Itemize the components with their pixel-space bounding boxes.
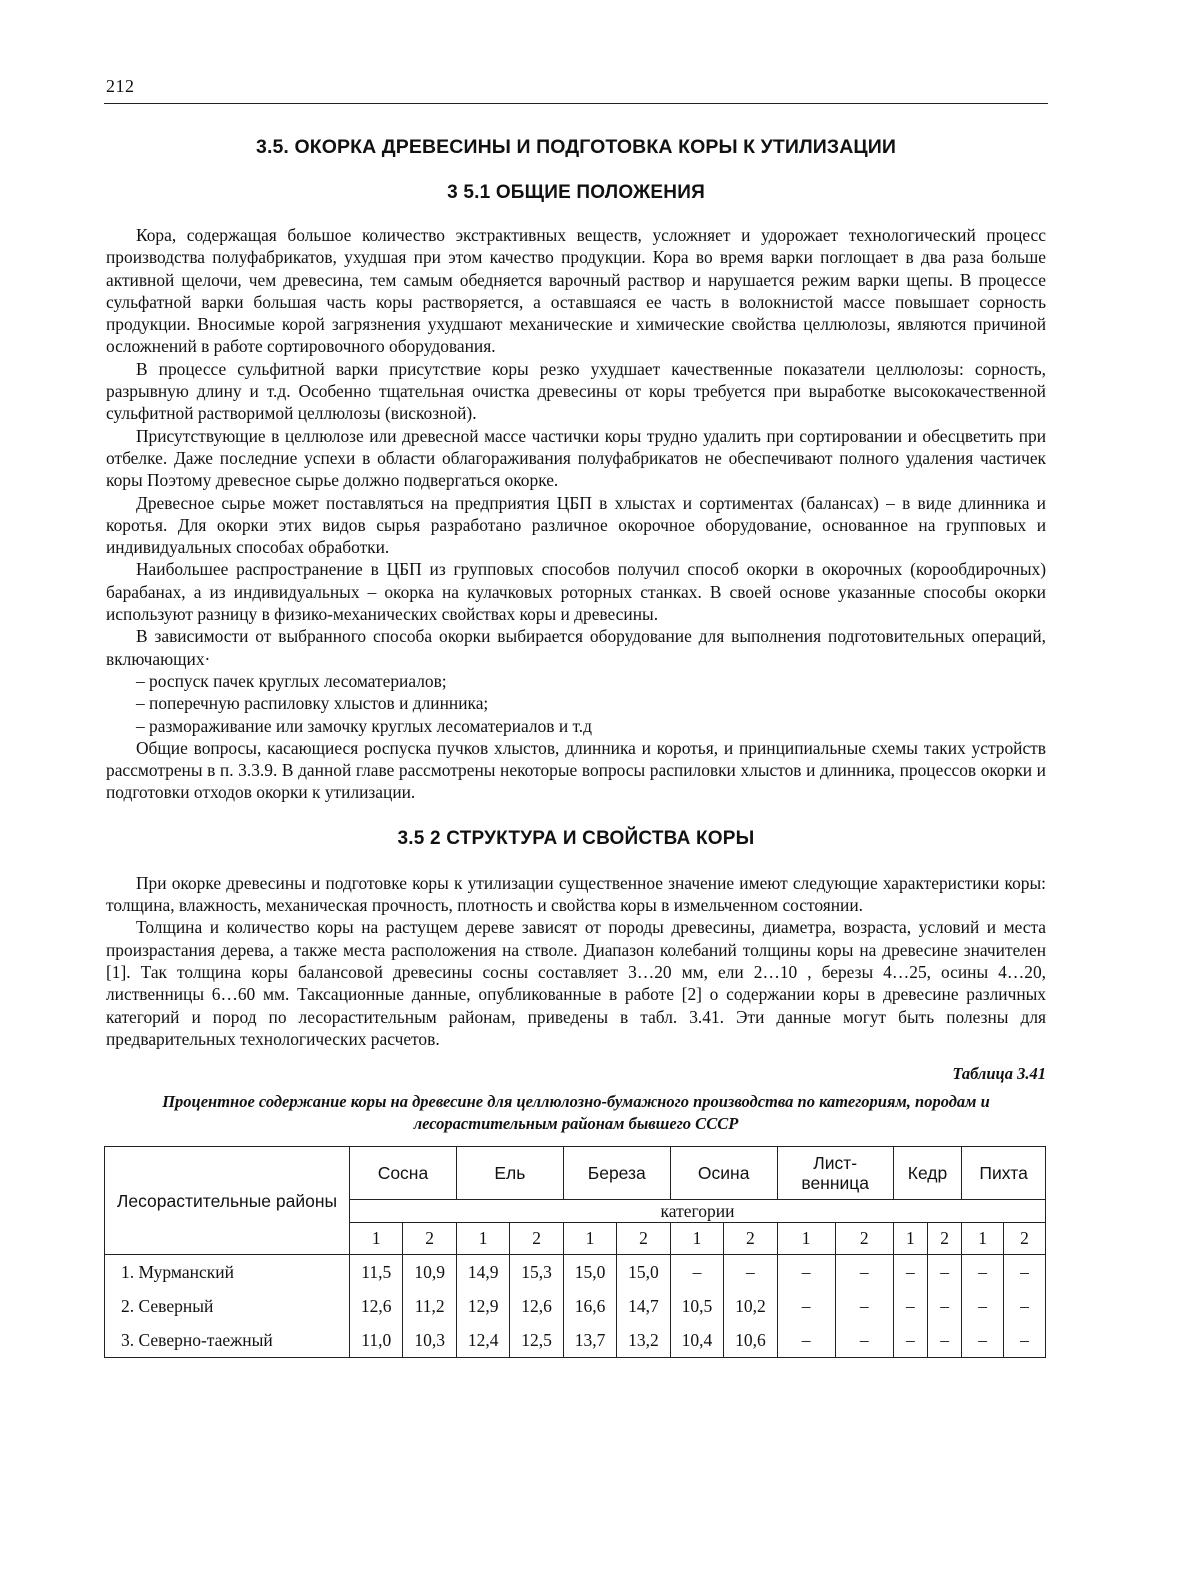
table-cell: – — [928, 1323, 962, 1358]
category-number: 1 — [456, 1223, 509, 1255]
table-cell: 15,0 — [617, 1255, 670, 1290]
table-cell: 12,6 — [350, 1289, 403, 1323]
species-header: Кедр — [893, 1147, 961, 1200]
region-name: 3. Северно-таежный — [105, 1323, 350, 1358]
region-name: 1. Мурманский — [105, 1255, 350, 1290]
table-cell: – — [962, 1323, 1004, 1358]
table-cell: 12,6 — [510, 1289, 563, 1323]
table-cell: 10,4 — [670, 1323, 723, 1358]
table-cell: 10,9 — [403, 1255, 456, 1290]
paragraph: При окорке древесины и подготовке коры к утилизации существенное значение имеют следующие характеристики коры: толщина, влажность, механическая прочность, плотность и свойства коры в измельченном состоянии. — [106, 872, 1046, 916]
category-number: 2 — [1004, 1223, 1046, 1255]
category-number: 2 — [835, 1223, 893, 1255]
category-number: 1 — [893, 1223, 927, 1255]
table-cell: – — [928, 1289, 962, 1323]
table-cell: 10,2 — [724, 1289, 777, 1323]
table-row — [105, 1323, 1046, 1358]
table-label: Таблица 3.41 — [952, 1064, 1046, 1084]
operations-list — [106, 670, 1046, 737]
category-number: 1 — [563, 1223, 616, 1255]
table-cell: – — [835, 1289, 893, 1323]
table-cell: – — [928, 1255, 962, 1290]
table-cell: 13,2 — [617, 1323, 670, 1358]
page-number: 212 — [106, 76, 135, 96]
chapter-title: 3.5. ОКОРКА ДРЕВЕСИНЫ И ПОДГОТОВКА КОРЫ К УТИЛИЗАЦИИ — [256, 136, 896, 158]
table-caption: Процентное содержание коры на древесине для целлюлозно-бумажного производства по категориям, породам и лесорастительным районам бывшего СССР — [162, 1092, 990, 1134]
table-cell: – — [962, 1255, 1004, 1290]
table-cell: – — [1004, 1289, 1046, 1323]
table-cell: 11,0 — [350, 1323, 403, 1358]
paragraph: Древесное сырье может поставляться на предприятия ЦБП в хлыстах и сортиментах (балансах) – в виде длинника и коротья. Для окорки этих видов сырья разработано различное окорочное оборудование, основанное на групповых и индивидуальных способах обработки. — [106, 492, 1046, 558]
category-number: 1 — [670, 1223, 723, 1255]
paragraph: Присутствующие в целлюлозе или древесной массе частички коры трудно удалить при сортировании и обесцветить при отбелке. Даже последние успехи в области облагораживания полуфабрикатов не обеспечивают полного удаления частичек коры Поэтому древесное сырье должно подвергаться окорке. — [106, 425, 1046, 491]
table-cell: – — [670, 1255, 723, 1290]
paragraph: В зависимости от выбранного способа окорки выбирается оборудование для выполнения подготовительных операций, включающих· — [106, 626, 1046, 669]
table-cell: – — [777, 1289, 835, 1323]
table-cell: – — [1004, 1255, 1046, 1290]
table-cell: – — [777, 1255, 835, 1290]
table-cell: 10,5 — [670, 1289, 723, 1323]
category-number: 1 — [777, 1223, 835, 1255]
species-header: Пихта — [962, 1147, 1046, 1200]
table-cell: – — [962, 1289, 1004, 1323]
table-cell: 15,0 — [563, 1255, 616, 1290]
table-cell: 15,3 — [510, 1255, 563, 1290]
table-cell: 16,6 — [563, 1289, 616, 1323]
table-cell: – — [724, 1255, 777, 1290]
table-cell: 12,5 — [510, 1323, 563, 1358]
table-cell: 10,3 — [403, 1323, 456, 1358]
paragraph: Общие вопросы, касающиеся роспуска пучков хлыстов, длинника и коротья, и принципиальные схемы таких устройств рассмотрены в п. 3.3.9. В данной главе рассмотрены некоторые вопросы распиловки хлыстов и длинника, процессов окорки и подготовки отходов окорки к утилизации. — [106, 737, 1046, 803]
list-item: – роспуск пачек круглых лесоматериалов; — [136, 670, 447, 691]
table-row — [105, 1255, 1046, 1290]
table-cell: 14,9 — [456, 1255, 509, 1290]
categories-header: категории — [350, 1200, 1046, 1223]
species-header: Ель — [456, 1147, 563, 1200]
category-number: 2 — [724, 1223, 777, 1255]
table-cell: – — [893, 1289, 927, 1323]
category-number: 1 — [350, 1223, 403, 1255]
category-number: 2 — [510, 1223, 563, 1255]
category-number: 2 — [617, 1223, 670, 1255]
table-cell: – — [835, 1323, 893, 1358]
species-header: Лист- венница — [777, 1147, 893, 1200]
table-cell: 11,5 — [350, 1255, 403, 1290]
table-cell: 11,2 — [403, 1289, 456, 1323]
table-cell: – — [893, 1255, 927, 1290]
species-header: Береза — [563, 1147, 670, 1200]
species-header: Осина — [670, 1147, 777, 1200]
table-cell: – — [835, 1255, 893, 1290]
category-number: 2 — [403, 1223, 456, 1255]
table-cell: 13,7 — [563, 1323, 616, 1358]
paragraph: Наибольшее распространение в ЦБП из групповых способов получил способ окорки в окорочных (корообдирочных) барабанах, а из индивидуальных – окорка на кулачковых роторных станках. В своей основе указанные способы окорки используют разницу в физико-механических свойствах коры и древесины. — [106, 559, 1046, 625]
page-content — [106, 136, 1046, 1358]
bark-content-table — [104, 1146, 1046, 1358]
category-number: 2 — [928, 1223, 962, 1255]
category-number: 1 — [962, 1223, 1004, 1255]
region-column-header: Лесорастительные районы — [105, 1147, 350, 1255]
table-cell: 14,7 — [617, 1289, 670, 1323]
list-item: – размораживание или замочку круглых лесоматериалов и т.д — [136, 715, 592, 736]
section-title-general: 3 5.1 ОБЩИЕ ПОЛОЖЕНИЯ — [447, 182, 705, 203]
table-cell: – — [893, 1323, 927, 1358]
paragraph: В процессе сульфитной варки присутствие коры резко ухудшает качественные показатели целлюлозы: сорность, разрывную длину и т.д. Особенно тщательная очистка древесины от коры требуется при выработке высококачественной сульфитной растворимой целлюлозы (вискозной). — [106, 358, 1046, 424]
region-name: 2. Северный — [105, 1289, 350, 1323]
table-cell: 12,4 — [456, 1323, 509, 1358]
list-item: – поперечную распиловку хлыстов и длинника; — [136, 693, 489, 714]
paragraph: Толщина и количество коры на растущем дереве зависят от породы древесины, диаметра, возраста, условий и места произрастания дерева, а также места расположения на стволе. Диапазон колебаний толщины коры на древесине значителен [1]. Так толщина коры балансовой древесины сосны составляет 3…20 мм, ели 2…10 , березы 4…25, осины 4…20, лиственницы 6…60 мм. Таксационные данные, опубликованные в работе [2] о содержании коры в древесине различных категорий и пород по лесорастительным районам, приведены в табл. 3.41. Эти данные могут быть полезны для предварительных технологических расчетов. — [106, 917, 1046, 1049]
species-header: Сосна — [350, 1147, 457, 1200]
table-cell: 12,9 — [456, 1289, 509, 1323]
table-row — [105, 1289, 1046, 1323]
paragraph: Кора, содержащая большое количество экстрактивных веществ, усложняет и удорожает технологический процесс производства полуфабрикатов, ухудшая при этом качество продукции. Кора во время варки поглощает в два раза больше активной щелочи, чем древесина, тем самым обедняется варочный раствор и нарушается режим варки щепы. В процессе сульфатной варки большая часть коры растворяется, а оставшаяся ее часть в волокнистой массе повышает сорность продукции. Вносимые корой загрязнения ухудшают механические и химические свойства целлюлозы, являются причиной осложнений в работе сортировочного оборудования. — [106, 225, 1046, 357]
table-cell: – — [777, 1323, 835, 1358]
table-cell: – — [1004, 1323, 1046, 1358]
header-rule — [104, 103, 1048, 104]
table-cell: 10,6 — [724, 1323, 777, 1358]
section-title-structure: 3.5 2 СТРУКТУРА И СВОЙСТВА КОРЫ — [397, 827, 755, 849]
